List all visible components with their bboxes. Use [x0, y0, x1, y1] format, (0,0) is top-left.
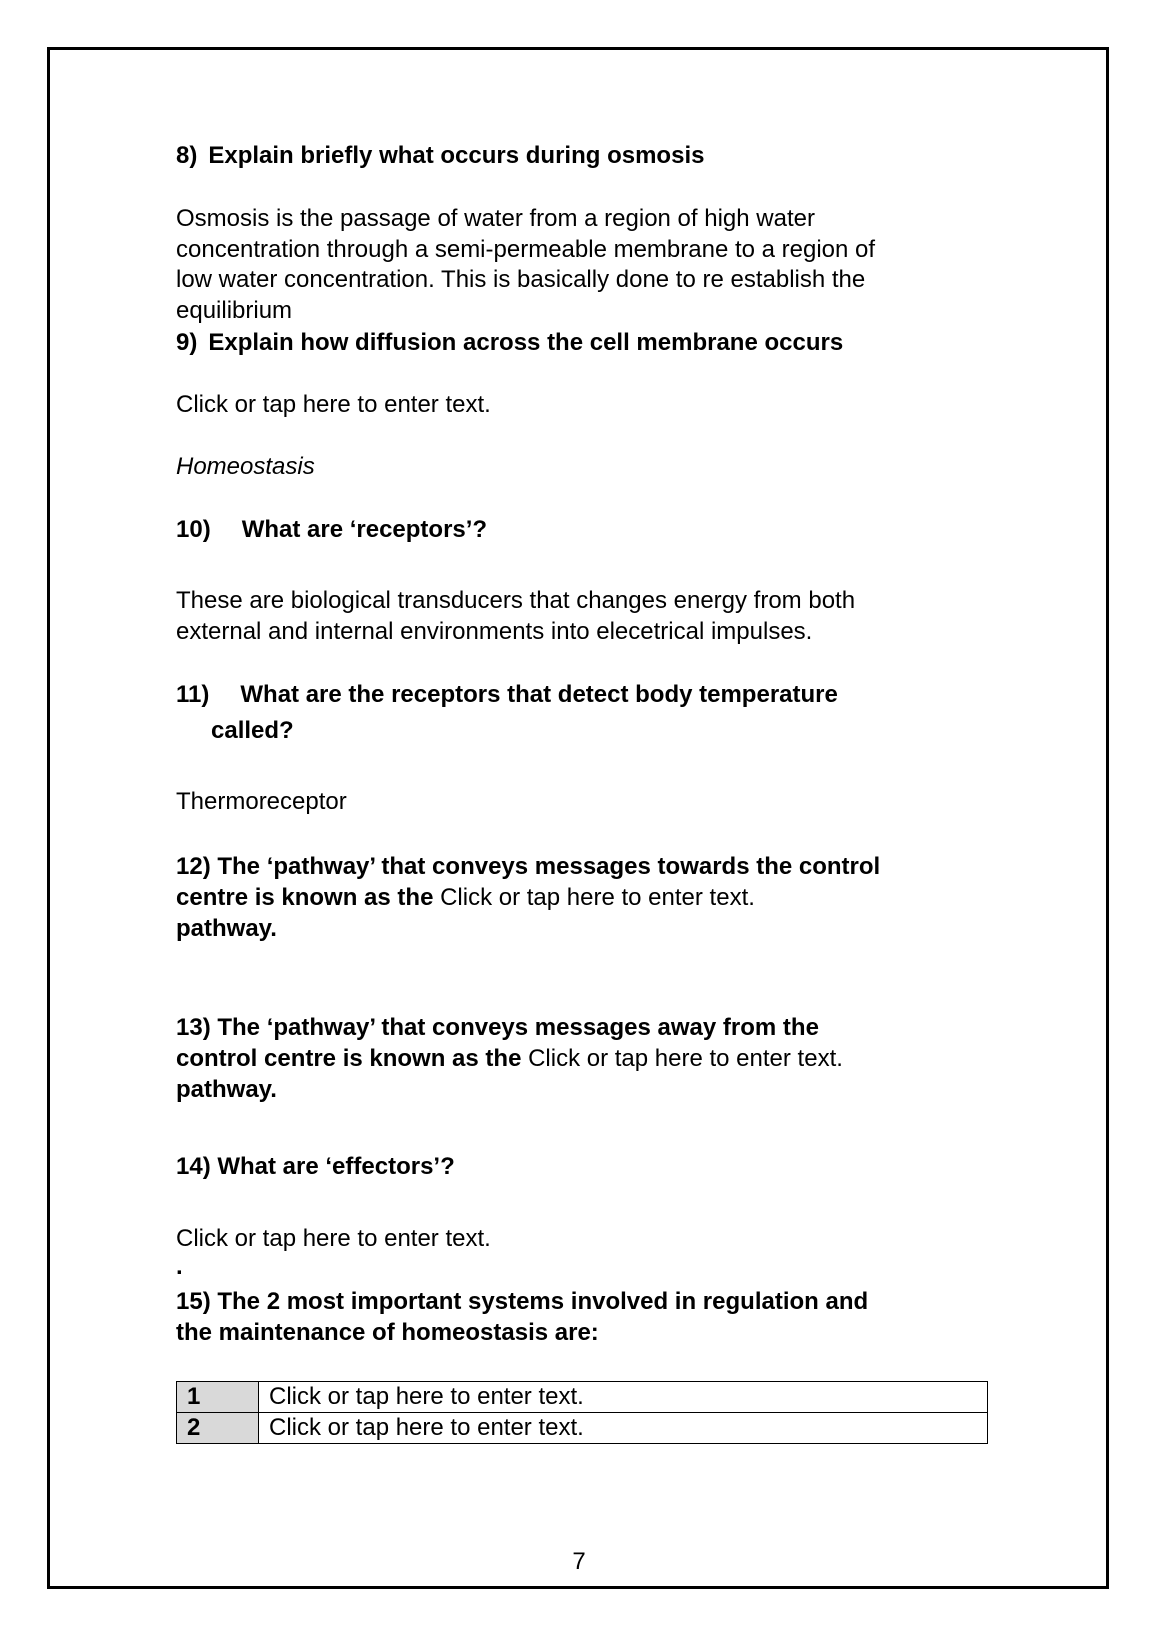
q9-number: 9) [176, 329, 198, 356]
q12-line-2 [176, 882, 755, 913]
table-row [177, 1382, 988, 1413]
q8-number: 8) [176, 142, 198, 169]
q13-line-3: pathway. [176, 1076, 277, 1103]
q11-answer[interactable]: Thermoreceptor [176, 788, 347, 815]
q15-answer-field-1[interactable]: Click or tap here to enter text. [259, 1382, 988, 1413]
q12-line-2-label: centre is known as the [176, 884, 434, 911]
q10-answer-line-1[interactable]: These are biological transducers that changes energy from both [176, 587, 856, 614]
row-index: 2 [177, 1413, 259, 1444]
q9-heading [176, 327, 843, 358]
q15-answer-table [176, 1381, 988, 1444]
q15-line-1: 15) The 2 most important systems involved in regulation and [176, 1288, 869, 1315]
q13-line-1: 13) The ‘pathway’ that conveys messages away from the [176, 1014, 819, 1041]
q13-line-2 [176, 1043, 843, 1074]
q11-number: 11) [176, 681, 210, 708]
q11-question-line-1: What are the receptors that detect body temperature [240, 681, 838, 708]
q10-heading [176, 514, 487, 545]
q13-line-2-label: control centre is known as the [176, 1045, 522, 1072]
q9-answer-field[interactable]: Click or tap here to enter text. [176, 391, 491, 418]
q8-answer-line-1[interactable]: Osmosis is the passage of water from a region of high water [176, 205, 815, 232]
q8-question: Explain briefly what occurs during osmosis [208, 142, 705, 169]
q15-line-2: the maintenance of homeostasis are: [176, 1319, 599, 1346]
q8-answer-line-2[interactable]: concentration through a semi-permeable membrane to a region of [176, 236, 876, 263]
q11-question-line-2: called? [211, 717, 294, 744]
row-index: 1 [177, 1382, 259, 1413]
q8-answer-line-4[interactable]: equilibrium [176, 297, 293, 324]
q15-answer-field-2[interactable]: Click or tap here to enter text. [259, 1413, 988, 1444]
q8-answer-line-3[interactable]: low water concentration. This is basically done to re establish the [176, 266, 866, 293]
q14-question: 14) What are ‘effectors’? [176, 1153, 455, 1180]
q14-dot: . [176, 1253, 183, 1280]
q12-line-3: pathway. [176, 915, 277, 942]
q10-answer-line-2[interactable]: external and internal environments into elecetrical impulses. [176, 618, 813, 645]
q14-answer-field[interactable]: Click or tap here to enter text. [176, 1225, 491, 1252]
q12-line-1: 12) The ‘pathway’ that conveys messages towards the control [176, 853, 881, 880]
q9-question: Explain how diffusion across the cell membrane occurs [208, 329, 844, 356]
page-number: 7 [572, 1548, 586, 1575]
table-row [177, 1413, 988, 1444]
q13-answer-field[interactable]: Click or tap here to enter text. [528, 1045, 843, 1072]
q11-heading [176, 679, 838, 710]
section-heading-homeostasis: Homeostasis [176, 453, 315, 480]
q12-answer-field[interactable]: Click or tap here to enter text. [440, 884, 755, 911]
q10-number: 10) [176, 516, 211, 543]
q8-heading [176, 140, 704, 171]
q10-question: What are ‘receptors’? [241, 516, 488, 543]
